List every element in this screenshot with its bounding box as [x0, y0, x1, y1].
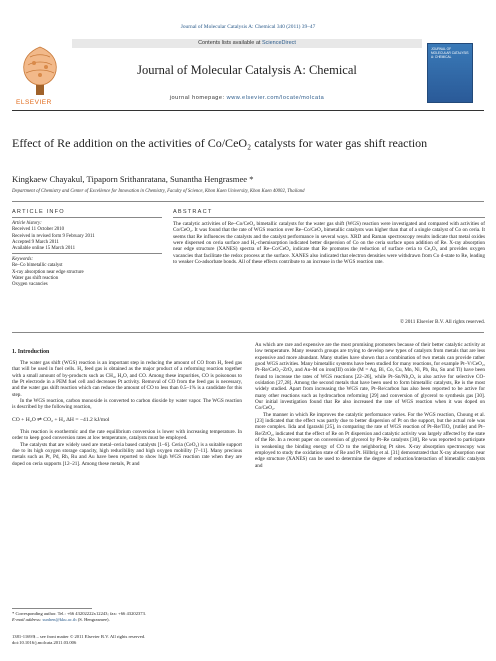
header-rule	[12, 110, 484, 111]
elsevier-logo	[12, 41, 68, 106]
article-history	[12, 221, 162, 252]
journal-header	[12, 35, 484, 108]
history-title: Article history:	[12, 221, 42, 226]
body-paragraph: The catalysts that are widely used are metal–ceria based catalysts [1–6]. Ceria (CeO₂) is a suitable support due to its high oxygen storage capacity, high reducibility and high oxygen mobility [7–11]. Many precious metals such as Pt, Pd, Rh, Ru and Au have been reported to show high WGS reaction rate when they are doped on ceria supports [12–21]. Among these metals, Pt and	[12, 441, 242, 467]
body-paragraph: In the WGS reaction, carbon monoxide is converted to carbon dioxide by water vapor. The WGS reaction is described by the following reaction,	[12, 398, 242, 411]
body-paragraph: Au which are rare and expensive are the most promising promoters because of their better catalytic activity at low temperature. Many research groups are trying to develop new types of catalysts from metals that are less expensive and more abundant. Many studies have shown that a combination of two metals can provide rather good WGS activities. Many bimetallic systems have been studied for many reactions, for example Pt–V/CeO₂, Pt–Re/CeO₂–ZrO₂ and Au–M on iron(III) oxide (M = Ag, Bi, Co, Cu, Mn, Ni, Pb, Ru, Sn and Tl) have been found to increase the rates of WGS reactions [22–26], while Pt–Sn/Nb₂O₅ is also active for selective CO-oxidation [27,28]. Among the second metals that have been used to form bimetallic catalysts, Re is the most widely studied. Apart from increasing the WGS rate, Pt–Re/carbon has also been reported to be active for many other reactions such as hydrocarbon reforming [29] and conversion of glycerol to synthesis gas [30]. Our initial investigation found that Re also increased the rate of WGS reaction when it was doped on Co/CeO₂.	[255, 342, 485, 412]
article-info-rule	[12, 217, 162, 218]
keywords-rule	[12, 253, 162, 254]
body-paragraph: This reaction is exothermic and the rate equilibrium conversion is lower with increasing temperature. In order to keep good conversion rates at low temperature, catalysts must be employed.	[12, 429, 242, 442]
keyword-item: X-ray absorption near edge structure	[12, 269, 84, 275]
body-paragraph: The water gas shift (WGS) reaction is an important step in reducing the amount of CO from H₂ feed gas that will be used in fuel cells. H₂ feed gas is obtained as the major product of a reforming reaction together with a small amount of by-products such as CH₄, H₂O, and CO. Among these impurities, CO is poisonous to the Pt electrode in a PEM fuel cell and decreases Pt activity. Removal of CO from the feed gas is necessary, and the water gas shift reaction which can reduce the amount of CO to less than 0.5–1% is a candidate for this step.	[12, 360, 242, 398]
wgs-equation: CO + H₂O ⇌ CO₂ + H₂ ΔH = −41.2 kJ/mol	[12, 416, 110, 423]
email-link[interactable]: sunhen@kku.ac.th	[42, 616, 77, 622]
journal-title: Journal of Molecular Catalysis A: Chemical	[137, 63, 357, 77]
history-received: Received 11 October 2010	[12, 227, 65, 233]
email-prefix: E-mail address:	[12, 616, 43, 622]
corresponding-author: * Corresponding author. Tel.: +66 43202222x12243; fax: +66 43202373.	[12, 611, 147, 616]
elsevier-tree-icon	[12, 41, 68, 97]
sciencedirect-link[interactable]: ScienceDirect	[261, 40, 296, 46]
email-line	[12, 617, 244, 623]
left-column	[12, 360, 242, 467]
email-suffix: (S. Hengrasmee).	[76, 616, 110, 622]
section-heading-introduction: 1. Introduction	[12, 349, 50, 355]
keyword-item: Re–Co bimetallic catalyst	[12, 263, 63, 269]
journal-homepage	[72, 95, 422, 101]
abstract-bottom-rule	[12, 332, 484, 333]
abstract-copyright: © 2011 Elsevier B.V. All rights reserved.	[399, 319, 485, 325]
keyword-item: Oxygen vacancies	[12, 282, 48, 288]
info-top-rule	[12, 201, 484, 202]
footnote	[12, 611, 244, 623]
body-paragraph: The manner in which Re improves the catalytic performance varies. For the WGS reaction, Choung et al. [23] indicated that the effect was partly due to better dispersion of Pt on the support, but the actual role was more complex. Iida and Igarashi [25], in comparing the rate of WGS reaction of Pt–Re/TiO₂ (rutile) and Pt–Re/ZrO₂, indicated that the effect of Re on Pt dispersion and catalytic activity was largely affected by the state of the Re. In a recent paper on conversion of glycerol by Pt–Re catalysts [30], Re was reported to participate in weakening the binding energy of CO to the neighboring Pt sites. X-ray absorption spectroscopy was employed to study the oxidation state of Re and Pt. Hilbrig et al. [31] demonstrated that X-ray absorption near edge structure (XANES) can be used to determine the degree of reduction/interaction of bimetallic catalysts and	[255, 411, 485, 469]
contents-prefix: Contents lists available at	[198, 40, 262, 46]
history-online: Available online 15 March 2011	[12, 246, 76, 252]
abstract-rule	[173, 217, 485, 218]
journal-citation[interactable]: Journal of Molecular Catalysis A: Chemical 340 (2011) 39–47	[180, 24, 316, 30]
homepage-prefix: journal homepage:	[169, 95, 227, 101]
cover-title: JOURNAL OF MOLECULAR CATALYSIS A: CHEMICAL	[431, 47, 469, 59]
keywords	[12, 257, 162, 288]
history-revised: Received in revised form 9 February 2011	[12, 233, 95, 239]
article-affiliation: Department of Chemistry and Center of Excellence for Innovation in Chemistry, Faculty of Science, Khon Kaen University, Khon Kaen 40002, Thailand	[12, 189, 305, 194]
keywords-title: Keywords:	[12, 257, 34, 262]
issn-line: 1381-1169/$ – see front matter © 2011 Elsevier B.V. All rights reserved.	[12, 634, 146, 639]
abstract-text: The catalytic activities of Re–Co/CeO₂ bimetallic catalysts for the water gas shift (WGS) reaction were investigated and compared with activities of Co/CeO₂. It was found that the rate of WGS reaction over Re–Co/CeO₂ bimetallic catalysts was higher than that of a single catalyst of Co on ceria. It seems that Re influences the catalysts and the catalyst performance in several ways. XRD and Raman spectroscopy results indicate that metal oxides were dispersed on ceria surface and H₂-chemisorption indicated better dispersion of Co on the ceria surface upon addition of Re. X-ray absorption near edge structure (XANES) spectra of Re–Co/CeO₂ indicate that Re promotes the reduction of surface ceria to Ce₂O₃ and provides oxygen vacancies that facilitate the redox process at the surface. XANES also indicated that electron densities were withdrawn from Co d-state to Re, leading to weaker Co-adsorbate bonds. All of these effects contribute to an increase in the WGS reaction rate.	[173, 221, 485, 266]
doi-line[interactable]: doi:10.1016/j.molcata.2011.03.006	[12, 639, 77, 645]
keyword-item: Water gas shift reaction	[12, 275, 59, 281]
contents-bar	[72, 39, 422, 48]
history-accepted: Accepted 9 March 2011	[12, 239, 59, 245]
footnote-rule	[12, 608, 92, 609]
publisher-name: ELSEVIER	[16, 99, 52, 106]
right-column	[255, 342, 485, 469]
abstract-label: ABSTRACT	[173, 209, 213, 215]
article-authors: Kingkaew Chayakul, Tipaporn Srithanratana, Sunantha Hengrasmee *	[12, 174, 254, 184]
article-info-label: ARTICLE INFO	[12, 209, 65, 215]
journal-cover-image	[427, 43, 473, 103]
homepage-link[interactable]: www.elsevier.com/locate/molcata	[226, 95, 325, 101]
article-title: Effect of Re addition on the activities of Co/CeO₂ catalysts for water gas shift reaction	[12, 136, 428, 150]
bottom-info	[12, 634, 312, 646]
